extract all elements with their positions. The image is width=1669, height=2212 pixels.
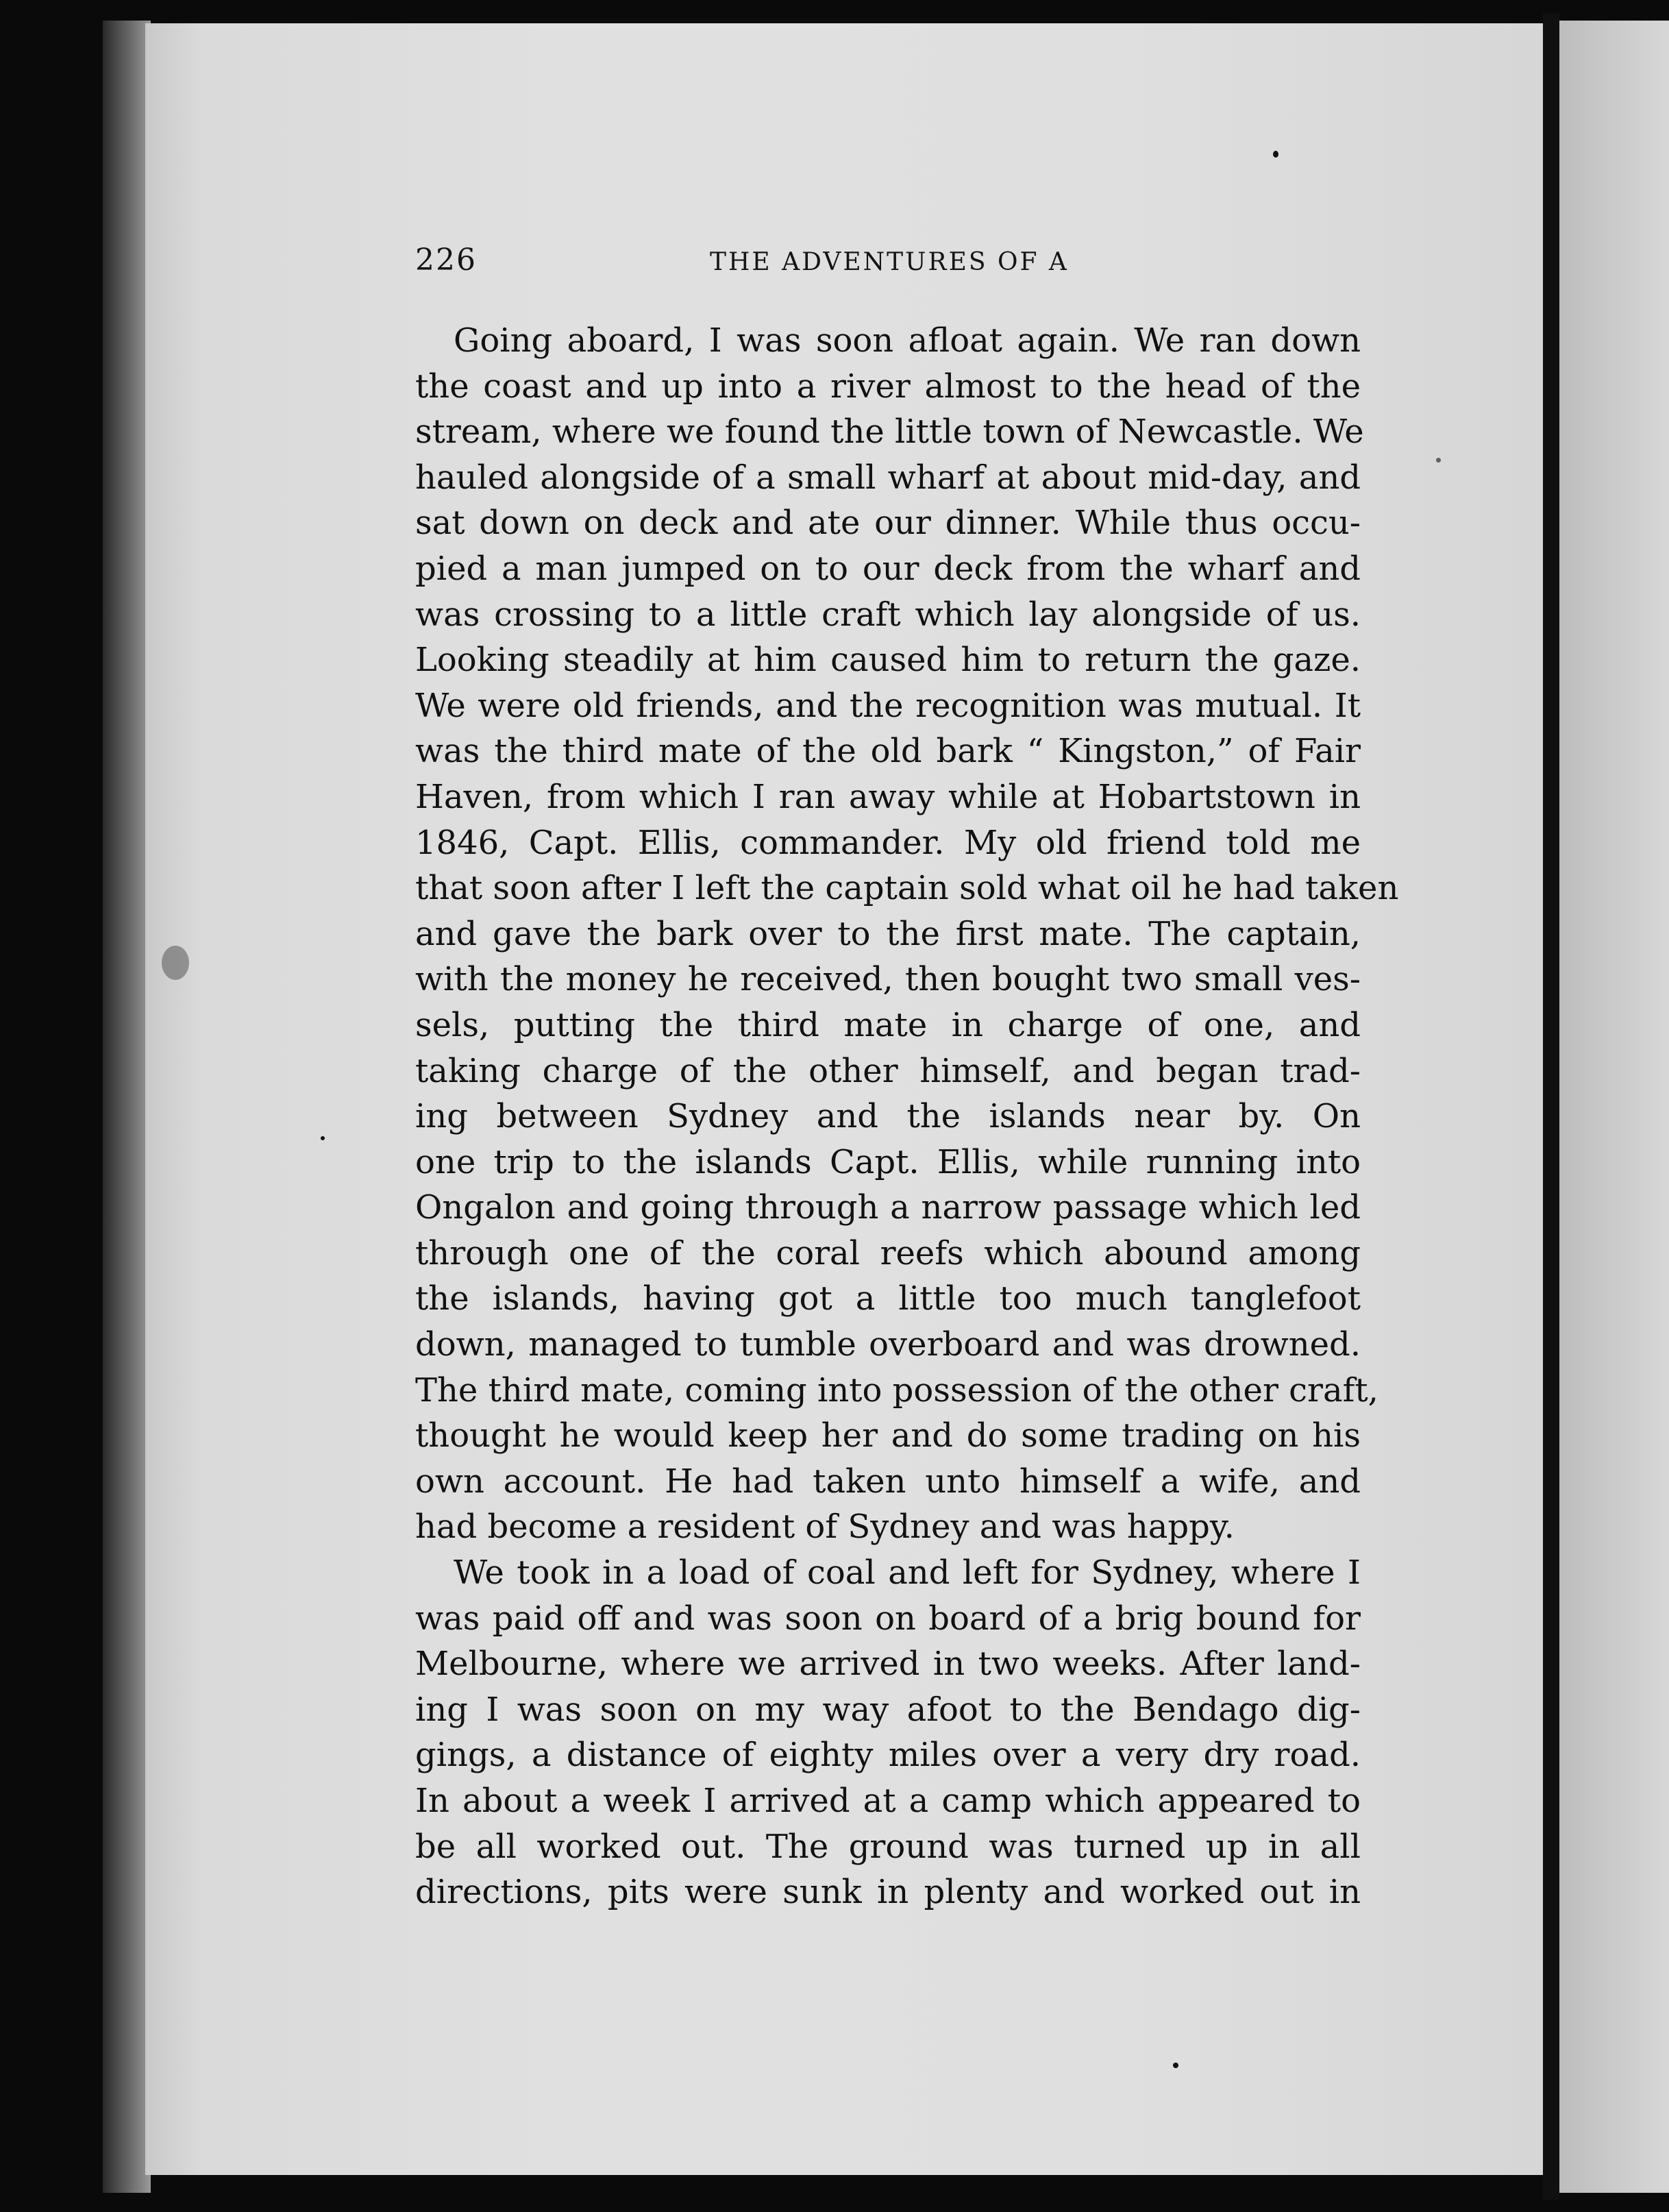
scan-speck <box>321 1136 325 1140</box>
scan-speck <box>1273 151 1278 158</box>
text-line: gings, a distance of eighty miles over a very dry road. <box>415 1736 1361 1775</box>
text-line: thought he would keep her and do some trading on his <box>415 1416 1361 1455</box>
page-header <box>415 243 1361 284</box>
text-line: In about a week I arrived at a camp which appeared to <box>415 1782 1361 1820</box>
text-line: be all worked out. The ground was turned up in all <box>415 1827 1361 1866</box>
text-line: sat down on deck and ate our dinner. While thus occu- <box>415 504 1361 543</box>
page-number: 226 <box>415 243 477 278</box>
text-line: ing I was soon on my way afoot to the Bendago dig- <box>415 1690 1361 1729</box>
text-line: directions, pits were sunk in plenty and worked out in <box>415 1873 1361 1912</box>
book-gutter <box>103 21 151 2193</box>
text-line: was the third mate of the old bark “ Kingston,” of Fair <box>415 732 1361 771</box>
scan-speck <box>1436 458 1441 463</box>
text-line: the islands, having got a little too much tanglefoot <box>415 1279 1361 1318</box>
facing-page-edge <box>1559 21 1669 2193</box>
text-line: We were old friends, and the recognition was mutual. It <box>415 686 1361 725</box>
text-line: was crossing to a little craft which lay alongside of us. <box>415 595 1361 634</box>
scan-speck <box>1173 2063 1178 2068</box>
text-line: ing between Sydney and the islands near by. On <box>415 1097 1361 1136</box>
text-line: down, managed to tumble overboard and was drowned. <box>415 1325 1361 1364</box>
text-line: that soon after I left the captain sold what oil he had taken <box>415 869 1399 908</box>
running-head: THE ADVENTURES OF A <box>710 248 1069 276</box>
body-text <box>415 318 1399 1915</box>
text-line: hauled alongside of a small wharf at about mid-day, and <box>415 458 1361 497</box>
text-line: We took in a load of coal and left for Sydney, where I <box>454 1553 1361 1593</box>
text-line: sels, putting the third mate in charge of one, and <box>415 1005 1361 1044</box>
text-line: was paid off and was soon on board of a brig bound for <box>415 1599 1361 1638</box>
text-line: pied a man jumped on to our deck from the wharf and <box>415 549 1361 588</box>
text-line: with the money he received, then bought two small ves- <box>415 960 1361 999</box>
text-line: the coast and up into a river almost to the head of the <box>415 367 1361 406</box>
text-line: The third mate, coming into possession of the other craft, <box>415 1371 1379 1410</box>
text-line: and gave the bark over to the first mate. The captain, <box>415 914 1361 953</box>
text-line: Haven, from which I ran away while at Hobartstown in <box>415 777 1361 816</box>
page-edge-divider <box>1543 14 1559 2200</box>
text-line: own account. He had taken unto himself a wife, and <box>415 1462 1361 1501</box>
text-line: Going aboard, I was soon afloat again. We ran down <box>454 321 1361 360</box>
scan-speck <box>162 946 189 980</box>
text-line: through one of the coral reefs which abound among <box>415 1233 1361 1273</box>
text-line: had become a resident of Sydney and was happy. <box>415 1508 1235 1547</box>
text-line: one trip to the islands Capt. Ellis, while running into <box>415 1142 1361 1181</box>
text-line: 1846, Capt. Ellis, commander. My old friend told me <box>415 823 1361 862</box>
text-line: Looking steadily at him caused him to return the gaze. <box>415 641 1361 680</box>
text-line: Melbourne, where we arrived in two weeks. After land- <box>415 1645 1361 1684</box>
text-line: taking charge of the other himself, and began trad- <box>415 1051 1361 1090</box>
text-line: stream, where we found the little town of Newcastle. We <box>415 413 1364 452</box>
text-line: Ongalon and going through a narrow passage which led <box>415 1188 1361 1227</box>
